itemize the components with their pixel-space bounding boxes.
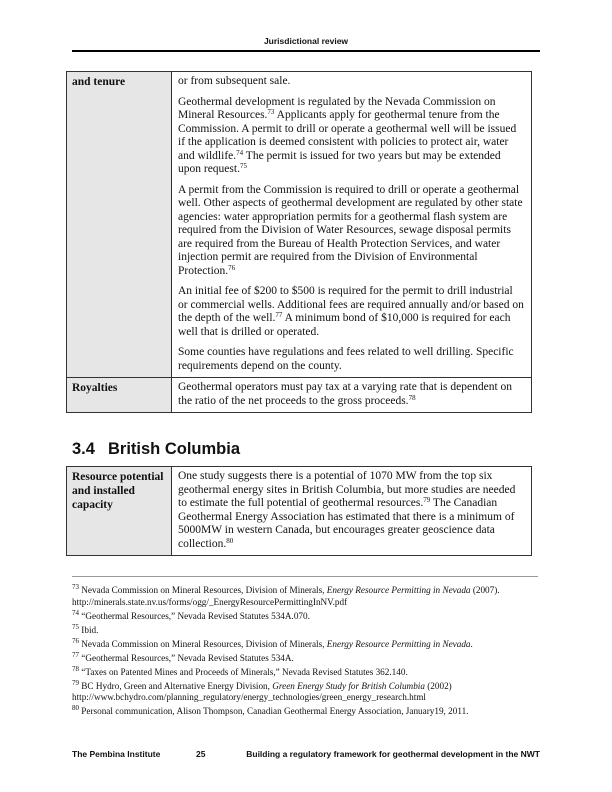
text-run: Personal communication, Alison Thompson, Canadian Geothermal Energy Association, January19, 2011.: [79, 706, 469, 716]
text-run: (2002) http://www.bchydro.com/planning_regulatory/energy_technologies/green_energy_research.html: [72, 680, 452, 702]
footnote: [72, 608, 542, 623]
text-run: Nevada Commission on Mineral Resources, Division of Minerals,: [79, 585, 327, 595]
footnotes: [72, 585, 542, 720]
text-run: Some counties have regulations and fees related to well drilling. Specific requirements depend on the county.: [178, 346, 514, 372]
footnote-ref: 76: [72, 636, 79, 645]
paragraph: [178, 381, 525, 408]
paragraph: [178, 346, 525, 373]
paragraph: [178, 285, 525, 339]
footnote-ref: 77: [72, 650, 79, 659]
text-run: or from subsequent sale.: [178, 75, 291, 87]
footer-page-number: 25: [196, 749, 206, 759]
footnote-ref: 80: [72, 704, 79, 712]
text-run: The permit is issued for two years but may be extended upon request.: [178, 149, 501, 175]
footnote-ref: 80: [226, 536, 234, 545]
footnote-ref: 73: [72, 583, 79, 591]
footnote-ref: 75: [72, 622, 79, 631]
italic-title: Energy Resource Permitting in Nevada: [326, 585, 471, 595]
text-run: (2007). http://minerals.state.nv.us/forms/ogg/_EnergyResourcePermittingInNV.pdf: [72, 585, 500, 607]
text-run: .: [470, 638, 473, 649]
footnote-ref: 73: [267, 108, 275, 116]
footnote-ref: 78: [72, 664, 79, 673]
italic-title: Green Energy Study for British Columbia: [272, 680, 425, 691]
footnote-ref: 75: [239, 162, 247, 170]
row-body: [172, 378, 531, 412]
footnote: [72, 678, 542, 704]
bc-regulation-table: [66, 466, 532, 556]
footnote-ref: 76: [228, 263, 236, 272]
footnote-ref: 78: [408, 393, 416, 402]
table-row: [67, 467, 531, 555]
text-run: Geothermal operators must pay tax at a varying rate that is dependent on the ratio of the net proceeds to the gross proceeds.: [178, 381, 513, 407]
footnote: [72, 664, 542, 679]
paragraph: [178, 184, 525, 279]
footnote-rule: [72, 576, 538, 577]
text-run: The Canadian Geothermal Energy Association has estimated that there is a minimum of 5000MW in western Canada, but encourages greater geoscience data collection.: [178, 497, 515, 550]
footnote: [72, 650, 542, 665]
text-run: Ibid.: [79, 624, 99, 635]
italic-title: Energy Resource Permitting in Nevada: [326, 638, 471, 649]
text-run: Geothermal development is regulated by the Nevada Commission on Mineral Resources.: [178, 95, 496, 121]
text-run: One study suggests there is a potential of 1070 MW from the top six geothermal energy sites in British Columbia, but more studies are needed to estimate the full potential of geothermal resources.: [178, 470, 516, 509]
running-header: Jurisdictional review: [263, 36, 349, 46]
section-title: British Columbia: [108, 440, 241, 458]
paragraph: [178, 470, 525, 551]
footer-organization: The Pembina Institute: [72, 749, 161, 759]
footnote: [72, 585, 542, 608]
text-run: “Taxes on Patented Mines and Proceeds of Minerals,” Nevada Revised Statutes 362.140.: [79, 666, 408, 677]
footnote: [72, 622, 542, 637]
text-run: An initial fee of $200 to $500 is required for the permit to drill industrial or commercial wells. Additional fees are required annually and/or based on the depth of the well.: [178, 285, 524, 324]
text-run: Nevada Commission on Mineral Resources, Division of Minerals,: [79, 638, 327, 649]
footnote: [72, 706, 542, 718]
text-run: “Geothermal Resources,” Nevada Revised Statutes 534A.: [79, 652, 294, 663]
footnote: [72, 636, 542, 651]
footnote-ref: 77: [275, 311, 283, 319]
table-row: [67, 72, 531, 377]
footer-document-title: Building a regulatory framework for geothermal development in the NWT: [246, 749, 540, 759]
text-run: A permit from the Commission is required to drill or operate a geothermal well. Other aspects of geothermal development are regulated by other state agencies: water appropriation permits for a geothermal flash system are required from the Division of Water Resources, sewage disposal permits are required from the Bureau of Health Protection Services, and water injection permit are required from the Division of Environmental Protection.: [178, 183, 523, 277]
section-number: 3.4: [72, 440, 95, 458]
row-label: Royalties: [67, 378, 172, 412]
nevada-regulation-table: [66, 71, 532, 413]
row-body: [172, 72, 531, 377]
text-run: Applicants apply for geothermal tenure from the Commission. A permit to drill or operate a geothermal well will be issued if the application is deemed consistent with policies to protect air, water and wildlife.: [178, 109, 517, 162]
row-label: and tenure: [67, 72, 172, 377]
table-row: [67, 377, 531, 412]
footnote-ref: 79: [423, 496, 431, 504]
footnote-ref: 74: [72, 608, 79, 617]
paragraph: [178, 75, 525, 89]
header-rule: [72, 50, 540, 52]
row-body: [172, 467, 531, 555]
paragraph: [178, 96, 525, 177]
footnote-ref: 74: [236, 148, 244, 157]
row-label: Resource potential and installed capacity: [67, 467, 172, 555]
text-run: “Geothermal Resources,” Nevada Revised Statutes 534A.070.: [79, 610, 310, 621]
text-run: BC Hydro, Green and Alternative Energy Division,: [79, 680, 273, 691]
text-run: A minimum bond of $10,000 is required for each well that is drilled or operated.: [178, 312, 511, 338]
section-heading: [72, 440, 240, 459]
footnote-ref: 79: [72, 678, 79, 687]
